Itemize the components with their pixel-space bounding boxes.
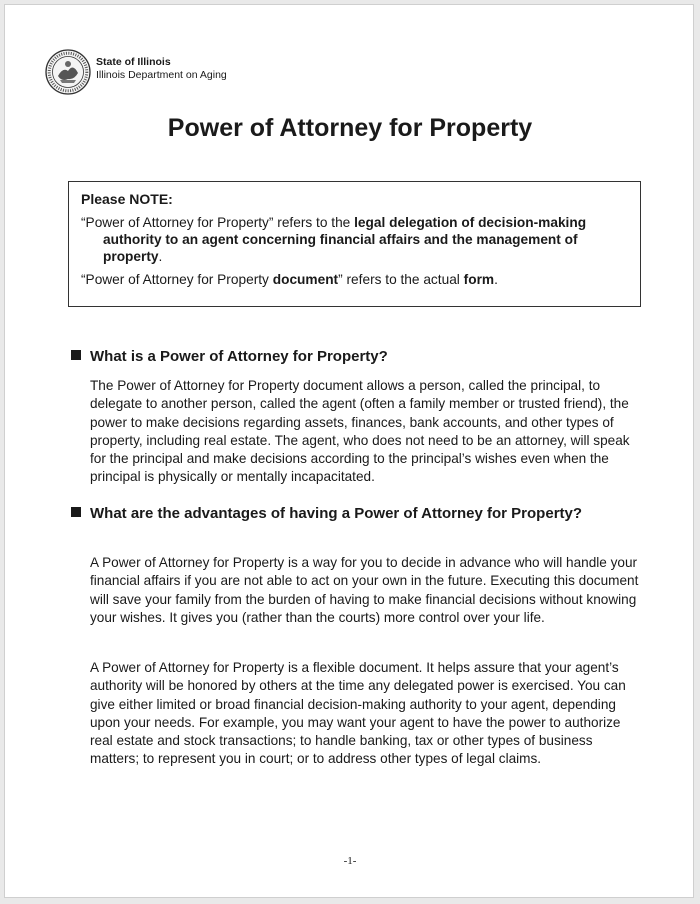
note-item: “Power of Attorney for Property document” refers to the actual form. (81, 272, 498, 287)
state-seal-icon (45, 49, 91, 95)
square-bullet-icon (71, 507, 81, 517)
section-paragraph: The Power of Attorney for Property document allows a person, called the principal, to delegate to another person, called the agent (often a family member or trusted friend), the power to make decisions regarding assets, finances, bank accounts, and other types of property, including real estate. The agent, who does not need to be an attorney, will speak for the principal and make decisions according to the principal’s wishes even when the principal is physically or mentally incapacitated. (90, 378, 630, 485)
section-heading-what-is: What is a Power of Attorney for Property? (71, 347, 631, 366)
note-emphasis: form (463, 272, 495, 287)
department-name: Illinois Department on Aging (96, 69, 227, 81)
page-number: -1- (343, 855, 357, 867)
note-heading: Please NOTE: (81, 191, 173, 207)
section-paragraph: A Power of Attorney for Property is a flexible document. It helps assure that your agent’s authority will be honored by others at the time any delegated power is exercised. You can give either limited or broad financial decision-making authority to your agent, depending upon your needs. For example, you may want your agent to have the power to authorize real estate and stock transactions; to handle banking, tax or other types of business matters; to represent you in court; or to address other types of legal claims. (90, 660, 626, 767)
section-paragraph: A Power of Attorney for Property is a way for you to decide in advance who will handle your financial affairs if you are not able to act on your own in the future. Executing this document will save your family from the burden of having to make financial decisions without knowing your wishes. It gives you (rather than the courts) more control over your life. (90, 555, 639, 625)
agency-name (96, 56, 227, 82)
note-item: “Power of Attorney for Property” refers to the legal delegation of decision-making authority to an agent concerning financial affairs and the management of property. (81, 215, 587, 264)
state-name: State of Illinois (96, 56, 171, 68)
note-emphasis: legal delegation of decision-making authority to an agent concerning financial affairs and the management of property (103, 215, 587, 264)
document-page (4, 4, 694, 898)
page-title: Power of Attorney for Property (167, 114, 533, 142)
section-heading-advantages: What are the advantages of having a Power of Attorney for Property? (71, 504, 631, 523)
note-emphasis: document (272, 272, 339, 287)
note-box (68, 181, 641, 307)
square-bullet-icon (71, 350, 81, 360)
